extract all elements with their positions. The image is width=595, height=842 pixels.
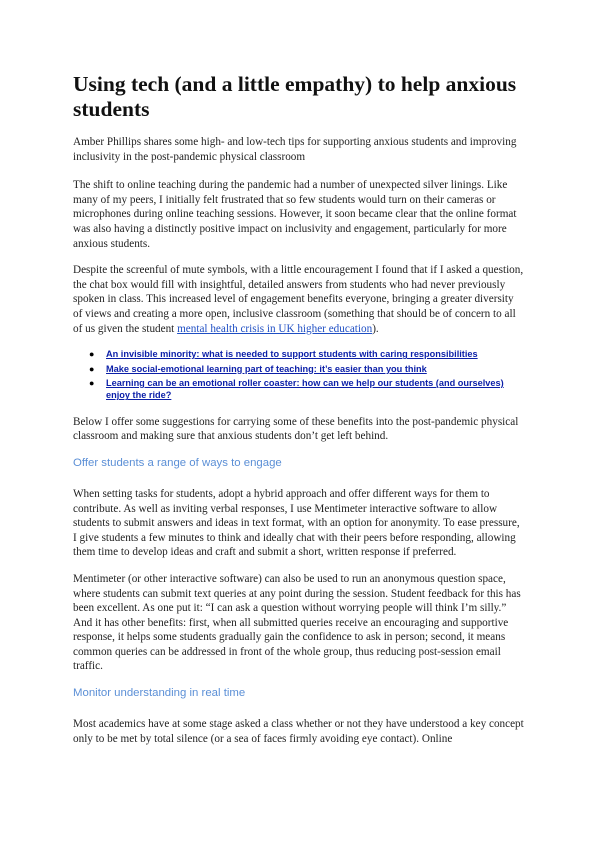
related-link-invisible-minority[interactable]: An invisible minority: what is needed to support students with caring responsibilities [106,349,478,360]
article [73,72,525,758]
related-link-emotional-roller-coaster[interactable]: Learning can be an emotional roller coaster: how can we help our students (and ourselves) enjoy the ride? [106,377,504,401]
article-standfirst: Amber Phillips shares some high- and low-tech tips for supporting anxious students and improving inclusivity in the post-pandemic physical classroom [73,136,517,163]
paragraph-text: Despite the screenful of mute symbols, with a little encouragement I found that if I asked a question, the chat box would fill with insightful, detailed answers from students who had never previously spoken in class. This increased level of engagement benefits everyone, bringing a greater diversity of views and creating a more open, inclusive classroom (something that should be of concern to all of us given the student [73,264,524,335]
article-paragraph: The shift to online teaching during the pandemic had a number of unexpected silver linings. Like many of my peers, I initially felt frustrated that so few students would turn on their cameras or microphones during online teaching sessions. However, it soon became clear that the online format was also having a distinctly positive impact on inclusivity and engagement, particularly for more anxious students. [73,179,517,250]
article-paragraph: Below I offer some suggestions for carrying some of these benefits into the post-pandemic physical classroom and making sure that anxious students don’t get left behind. [73,415,519,443]
section-heading-monitor: Monitor understanding in real time [73,687,246,700]
article-paragraph: When setting tasks for students, adopt a hybrid approach and offer different ways for them to contribute. As well as inviting verbal responses, I use Mentimeter interactive software to allow students to submit answers and ideas in text format, with an option for anonymity. To ease pressure, I give students a few minutes to think and ideally chat with their peers before responding, allowing them time to develop ideas and craft and submit a short, written response if preferred. [73,487,520,559]
related-link-item [89,377,525,402]
bullet-icon: ● [89,377,95,388]
article-paragraph: Mentimeter (or other interactive software) can also be used to run an anonymous question space, where students can submit text queries at any point during the session. Student feedback for this has been excellent. As one put it: “I can ask a question without worrying people will think I’m silly.” And it has other benefits: first, when all submitted queries receive an encouraging and supportive response, it helps some students gradually gain the confidence to ask in person; second, it means common queries can be addressed in front of the whole group, thus reducing post-session email traffic. [73,572,521,673]
related-links-list [73,348,525,402]
related-link-item [89,363,525,375]
article-title: Using tech (and a little empathy) to help anxious students [73,72,517,121]
article-paragraph [73,263,525,336]
related-link-social-emotional-learning[interactable]: Make social-emotional learning part of teaching: it’s easier than you think [106,363,427,374]
bullet-icon: ● [89,349,95,360]
section-heading-engage: Offer students a range of ways to engage [73,456,282,469]
bullet-icon: ● [89,363,95,374]
mental-health-crisis-link[interactable]: mental health crisis in UK higher education [177,322,373,335]
article-paragraph: Most academics have at some stage asked a class whether or not they have understood a key concept only to be met by total silence (or a sea of faces firmly avoiding eye contact). Online [73,718,524,745]
related-link-item [89,348,525,360]
paragraph-text-end: ). [372,322,379,335]
